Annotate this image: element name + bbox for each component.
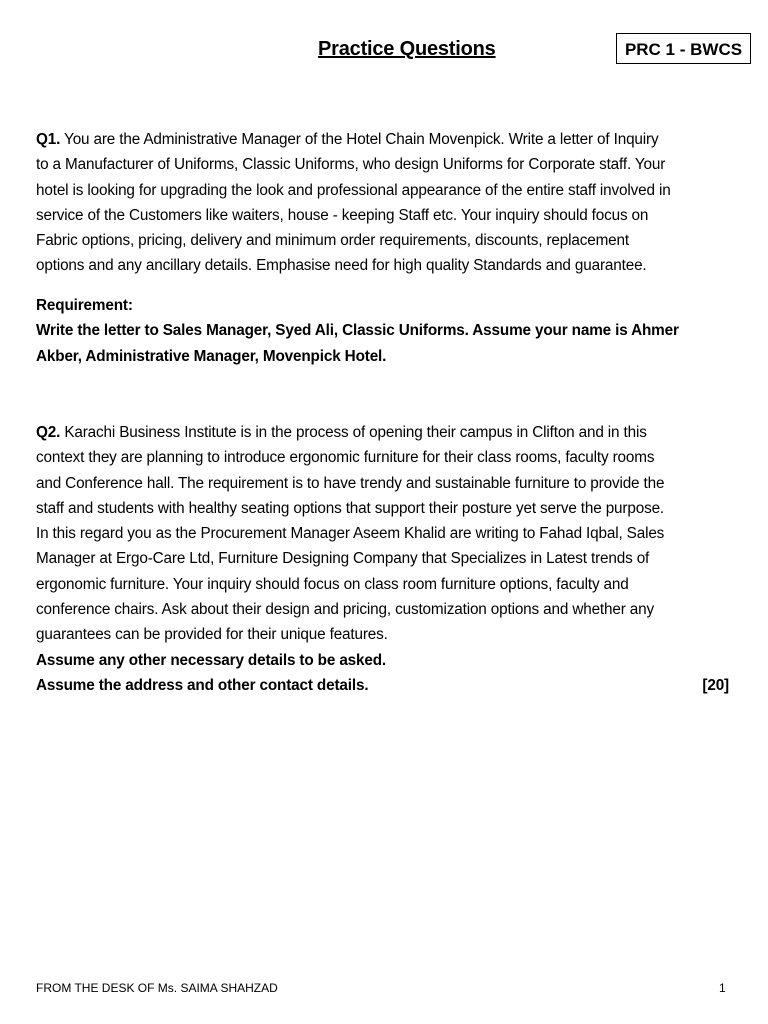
q1-line-6: options and any ancillary details. Emphasise need for high quality Standards and guarantee. (36, 257, 647, 275)
page-title: Practice Questions (318, 38, 496, 60)
q2-line-3: and Conference hall. The requirement is to have trendy and sustainable furniture to provide the (36, 474, 665, 492)
q1-line-1: Q1. You are the Administrative Manager of the Hotel Chain Movenpick. Write a letter of Inquiry (36, 131, 659, 148)
q2-note-2: Assume the address and other contact details. (36, 676, 369, 694)
q1-requirement (36, 293, 732, 369)
requirement-heading: Requirement: (36, 297, 133, 314)
question-2 (36, 420, 732, 698)
q2-line-1: Q2. Karachi Business Institute is in the process of opening their campus in Clifton and in this (36, 424, 647, 441)
q1-line-2: to a Manufacturer of Uniforms, Classic Uniforms, who design Uniforms for Corporate staff. Your (36, 156, 666, 174)
q1-line-5: Fabric options, pricing, delivery and minimum order requirements, discounts, replacement (36, 232, 629, 250)
q2-line-5: In this regard you as the Procurement Manager Aseem Khalid are writing to Fahad Iqbal, Sales (36, 525, 665, 543)
question-1 (36, 127, 732, 279)
requirement-line-1: Write the letter to Sales Manager, Syed Ali, Classic Uniforms. Assume your name is Ahmer (36, 322, 679, 340)
q2-note-1: Assume any other necessary details to be asked. (36, 651, 387, 669)
q1-line-3: hotel is looking for upgrading the look and professional appearance of the entire staff involved in (36, 181, 671, 199)
q2-line-8: conference chairs. Ask about their design and pricing, customization options and whether any (36, 601, 654, 619)
q2-line-9: guarantees can be provided for their unique features. (36, 626, 388, 644)
marks: [20] (702, 676, 729, 694)
q2-note-2-row (36, 673, 729, 698)
page-number: 1 (719, 981, 726, 995)
q2-line-2: context they are planning to introduce ergonomic furniture for their class rooms, faculty rooms (36, 449, 655, 467)
footer-from: FROM THE DESK OF Ms. SAIMA SHAHZAD (36, 981, 278, 995)
q1-line-4: service of the Customers like waiters, house - keeping Staff etc. Your inquiry should focus on (36, 206, 649, 224)
q1-label: Q1. (36, 131, 61, 148)
q2-line-6: Manager at Ergo-Care Ltd, Furniture Designing Company that Specializes in Latest trends of (36, 550, 650, 568)
q2-line-4: staff and students with healthy seating options that support their posture yet serve the purpose. (36, 499, 665, 517)
q2-label: Q2. (36, 424, 61, 441)
q2-line-7: ergonomic furniture. Your inquiry should focus on class room furniture options, faculty and (36, 575, 629, 593)
course-code-box: PRC 1 - BWCS (616, 33, 751, 64)
requirement-line-2: Akber, Administrative Manager, Movenpick Hotel. (36, 347, 387, 365)
